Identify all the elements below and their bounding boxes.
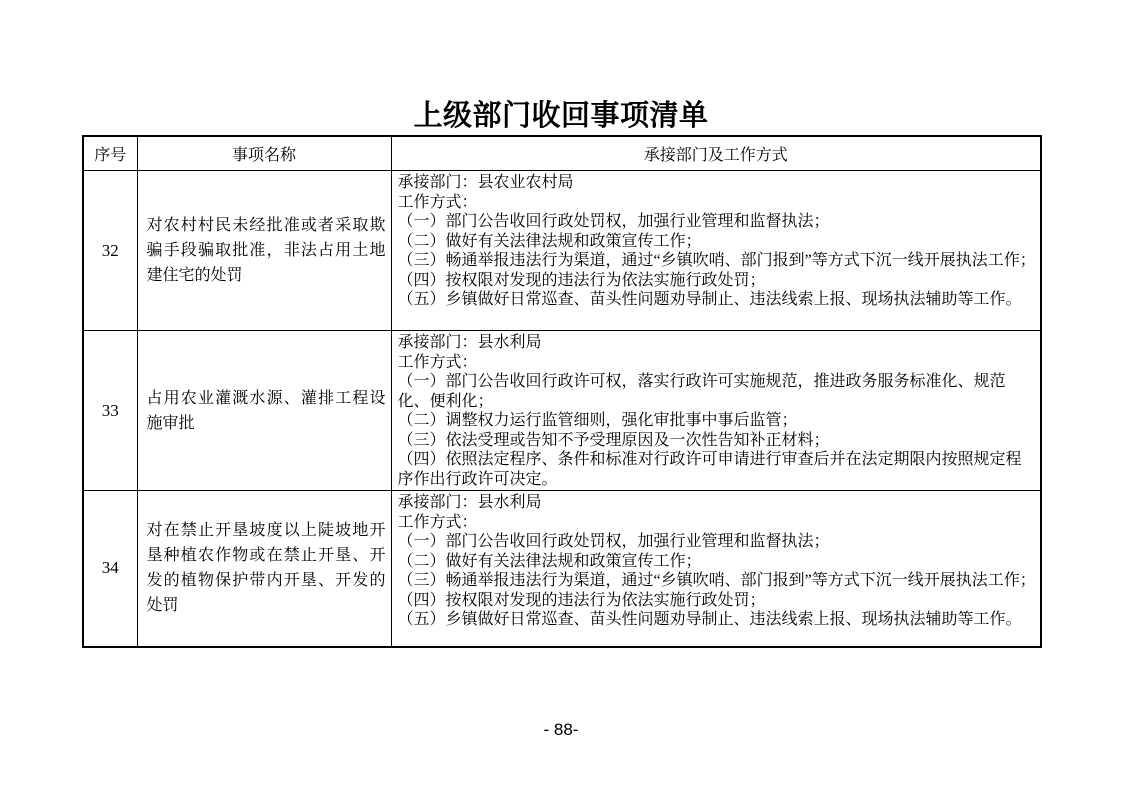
header-cell-no: 序号: [83, 136, 137, 171]
table-row: [83, 491, 1041, 647]
table-header-row: [83, 136, 1041, 171]
method-line: （四）依照法定程序、条件和标准对行政许可申请进行审查后并在法定期限内按照规定程序作出行政许可决定。: [397, 451, 1022, 488]
row-number: 34: [83, 491, 137, 647]
method-line: （三）畅通举报违法行为渠道，通过“乡镇吹哨、部门报到”等方式下沉一线开展执法工作；: [397, 572, 1036, 589]
header-cell-method: 承接部门及工作方式: [391, 136, 1041, 171]
method-line: （三）依法受理或告知不予受理原因及一次性告知补正材料；: [397, 431, 830, 449]
method-line: （二）做好有关法律法规和政策宣传工作；: [397, 552, 702, 570]
department-line: 承接部门：县水利局: [397, 494, 542, 511]
table-row: [83, 171, 1041, 331]
row-number: 32: [83, 171, 137, 331]
item-name: 对农村村民未经批准或者采取欺骗手段骗取批准，非法占用土地建住宅的处罚: [137, 171, 391, 331]
method-label: 工作方式：: [397, 513, 478, 531]
method-line: （四）按权限对发现的违法行为依法实施行政处罚；: [397, 591, 766, 609]
header-cell-name: 事项名称: [137, 136, 391, 171]
method-cell: [391, 491, 1041, 647]
item-name: 占用农业灌溉水源、灌排工程设施审批: [137, 331, 391, 491]
method-line: （二）调整权力运行监管细则，强化审批事中事后监管；: [397, 412, 798, 429]
method-line: （二）做好有关法律法规和政策宣传工作；: [397, 232, 702, 250]
table-row: [83, 331, 1041, 491]
method-line: （三）畅通举报违法行为渠道，通过“乡镇吹哨、部门报到”等方式下沉一线开展执法工作；: [397, 252, 1036, 269]
page-title: 上级部门收回事项清单: [413, 100, 709, 132]
method-line: （五）乡镇做好日常巡查、苗头性问题劝导制止、违法线索上报、现场执法辅助等工作。: [397, 611, 1022, 628]
item-name: 对在禁止开垦坡度以上陡坡地开垦种植农作物或在禁止开垦、开发的植物保护带内开垦、开发的处罚: [137, 491, 391, 647]
method-line: （四）按权限对发现的违法行为依法实施行政处罚；: [397, 271, 766, 289]
method-cell: [391, 171, 1041, 331]
method-label: 工作方式：: [397, 193, 478, 211]
page-number: - 88-: [543, 720, 579, 739]
method-line: （一）部门公告收回行政许可权，落实行政许可实施规范，推进政务服务标准化、规范化、便利化；: [397, 373, 1006, 410]
method-line: （五）乡镇做好日常巡查、苗头性问题劝导制止、违法线索上报、现场执法辅助等工作。: [397, 291, 1022, 308]
row-number: 33: [83, 331, 137, 491]
method-label: 工作方式：: [397, 353, 478, 371]
method-line: （一）部门公告收回行政处罚权，加强行业管理和监督执法；: [397, 213, 830, 230]
items-table: [82, 135, 1042, 648]
department-line: 承接部门：县水利局: [397, 334, 542, 351]
method-line: （一）部门公告收回行政处罚权，加强行业管理和监督执法；: [397, 533, 830, 550]
method-cell: [391, 331, 1041, 491]
department-line: 承接部门：县农业农村局: [397, 174, 574, 191]
